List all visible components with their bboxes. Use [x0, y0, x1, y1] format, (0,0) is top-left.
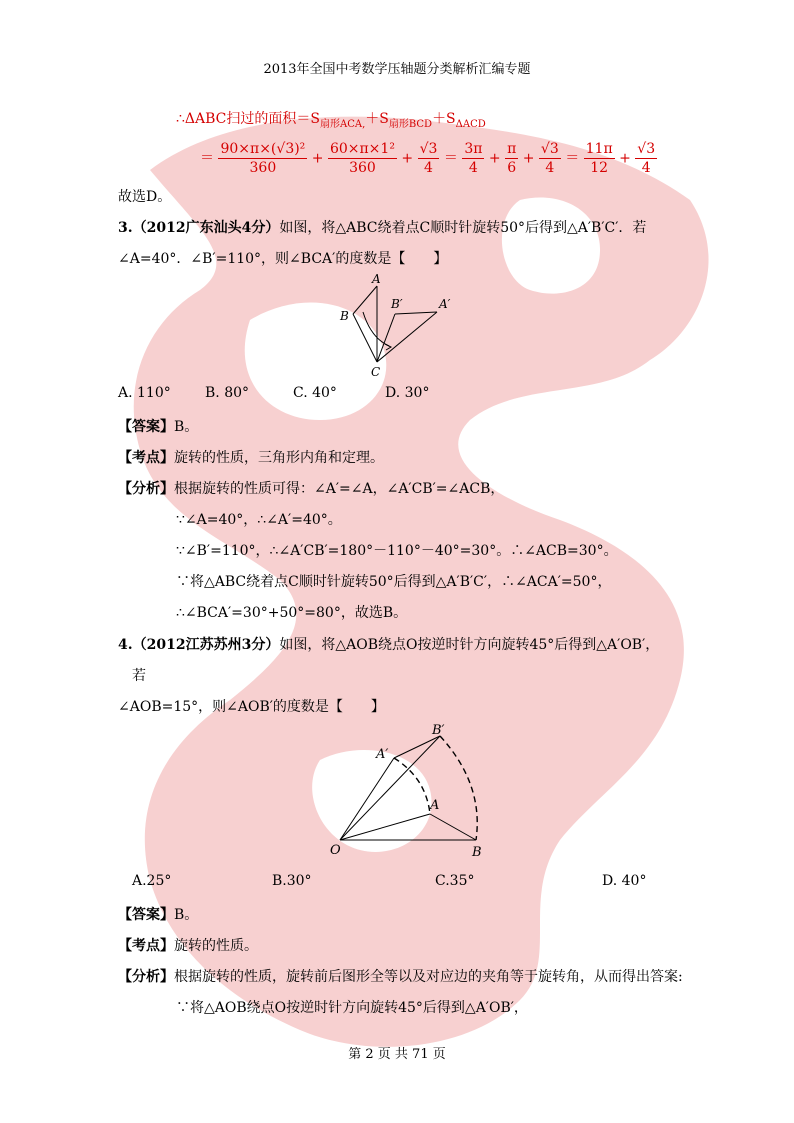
q4-answer-label: 【答案】: [118, 907, 174, 923]
area-formula: [200, 140, 657, 177]
fraction-3-num: √3: [419, 141, 438, 157]
q4-label-Ap: A′: [376, 747, 389, 762]
fraction-4-num: 3π: [464, 141, 483, 157]
q3-answer-value: B。: [174, 419, 199, 435]
area-prefix: ∴ΔABC扫过的面积＝S: [176, 111, 320, 127]
q4-stem-text1: 如图，将△AOB绕点O按逆时针方向旋转45°后得到△A′OB′，: [279, 637, 660, 653]
q3-option-b: B. 80°: [205, 385, 250, 401]
fraction-2: [328, 140, 397, 177]
choice-line: 故选D。: [118, 189, 172, 205]
area-line: [176, 108, 486, 130]
q3-analysis-line-5: ∴∠BCA′=30°+50°=80°，故选B。: [176, 605, 408, 621]
fraction-6-den: 4: [545, 160, 555, 176]
q4-analysis-text-1: 根据旋转的性质，旋转前后图形全等以及对应边的夹角等于旋转角，从而得出答案:: [174, 969, 683, 985]
q4-label-B: B: [472, 845, 482, 860]
q4-figure: [322, 722, 497, 860]
q3-answer: [118, 416, 198, 436]
fraction-8: [635, 140, 657, 177]
fraction-3-den: 4: [424, 160, 433, 176]
fraction-2-num: 60×π×1²: [329, 141, 395, 157]
fraction-8-num: √3: [637, 141, 656, 157]
q3-stem-text1: 如图，将△ABC绕着点C顺时针旋转50°后得到△A′B′C′．若: [279, 220, 647, 236]
fraction-3: [418, 140, 440, 177]
q4-point: [118, 935, 258, 955]
q3-analysis-line-2: ∵∠A=40°，∴∠A′=40°。: [176, 512, 342, 528]
formula-eq-2: ＝: [443, 150, 458, 167]
q4-analysis-label: 【分析】: [118, 969, 174, 985]
fraction-2-den: 360: [349, 160, 376, 176]
formula-eq-1: ＝: [200, 150, 214, 167]
q3-analysis-label: 【分析】: [118, 481, 174, 497]
q3-label-B: B: [340, 309, 349, 323]
q3-label-C: C: [371, 365, 381, 379]
q3-option-a: A. 110°: [118, 385, 171, 401]
area-plus-1: ＋S: [365, 111, 389, 127]
q3-analysis-line-1: [118, 478, 504, 498]
q3-analysis-text-1: 根据旋转的性质可得：∠A′=∠A，∠A′CB′=∠ACB，: [174, 481, 505, 497]
q4-analysis-line-2: ∵将△AOB绕点O按逆时针方向旋转45°后得到△A′OB′，: [176, 1000, 528, 1016]
q3-option-c: C. 40°: [293, 385, 337, 401]
q4-stem-line2: 若: [132, 668, 146, 684]
q3-point: [118, 447, 384, 467]
q4-point-label: 【考点】: [118, 938, 174, 954]
q4-option-c: C.35°: [435, 873, 475, 889]
formula-plus-4: +: [522, 150, 535, 167]
q4-analysis-line-1: [118, 966, 683, 986]
q3-source: （2012广东汕头4分）: [132, 220, 280, 236]
q3-stem-line2: ∠A=40°．∠B′=110°，则∠BCA′的度数是【 】: [118, 251, 448, 267]
page-header: 2013年全国中考数学压轴题分类解析汇编专题: [263, 62, 531, 77]
q3-option-d: D. 30°: [385, 385, 430, 401]
fraction-7-num: 11π: [585, 141, 613, 157]
q4-option-d: D. 40°: [602, 873, 647, 889]
fraction-4: [462, 140, 484, 177]
fraction-1-num: 90×π×(√3)²: [220, 141, 306, 157]
fraction-5-den: 6: [507, 160, 517, 176]
q3-label-A: A: [372, 272, 381, 286]
fraction-5-num: π: [507, 141, 517, 157]
formula-plus-1: +: [311, 150, 324, 167]
q4-option-b: B.30°: [272, 873, 312, 889]
q4-answer-value: B。: [174, 907, 199, 923]
q4-label-O: O: [330, 843, 341, 858]
page-footer: 第 2 页 共 71 页: [348, 1047, 446, 1062]
fraction-4-den: 4: [468, 160, 478, 176]
q4-number: 4.: [118, 637, 133, 653]
area-sub-2: 扇形BCD: [388, 118, 433, 130]
area-plus-2: ＋S: [432, 111, 456, 127]
fraction-6-num: √3: [540, 141, 559, 157]
q3-stem-line1: [118, 217, 646, 237]
formula-plus-3: +: [488, 150, 501, 167]
q3-number: 3.: [118, 220, 133, 236]
formula-eq-3: ＝: [565, 150, 580, 167]
fraction-5: [505, 140, 518, 177]
q3-analysis-line-4: ∵将△ABC绕着点C顺时针旋转50°后得到△A′B′C′，∴∠ACA′=50°，: [176, 574, 612, 590]
fraction-8-den: 4: [641, 160, 651, 176]
q3-label-Ap: A′: [439, 297, 451, 311]
q3-figure: [325, 272, 455, 380]
q4-option-a: A.25°: [132, 873, 172, 889]
q4-source: （2012江苏苏州3分）: [132, 637, 280, 653]
q4-answer: [118, 904, 198, 924]
fraction-1: [218, 140, 307, 177]
fraction-7: [584, 140, 615, 177]
q4-stem-line1: [118, 634, 659, 654]
q4-label-Bp: B′: [432, 723, 445, 738]
fraction-1-den: 360: [249, 160, 277, 176]
q4-point-text: 旋转的性质。: [174, 938, 258, 954]
q3-label-Bp: B′: [391, 297, 403, 311]
q3-point-label: 【考点】: [118, 450, 174, 466]
q3-analysis-line-3: ∵∠B′=110°，∴∠A′CB′=180°－110°－40°=30°。∴∠ACB=30°。: [176, 543, 618, 559]
formula-plus-2: +: [401, 150, 414, 167]
q3-point-text: 旋转的性质，三角形内角和定理。: [174, 450, 384, 466]
area-sub-3: ΔACD: [455, 118, 486, 130]
fraction-7-den: 12: [590, 160, 609, 176]
q4-label-A: A: [430, 798, 440, 813]
formula-plus-5: +: [619, 150, 631, 167]
area-sub-1: 扇形ACA,: [319, 118, 366, 130]
fraction-6: [539, 140, 561, 177]
q3-answer-label: 【答案】: [118, 419, 174, 435]
q4-stem-line3: ∠AOB=15°，则∠AOB′的度数是【 】: [118, 699, 385, 715]
